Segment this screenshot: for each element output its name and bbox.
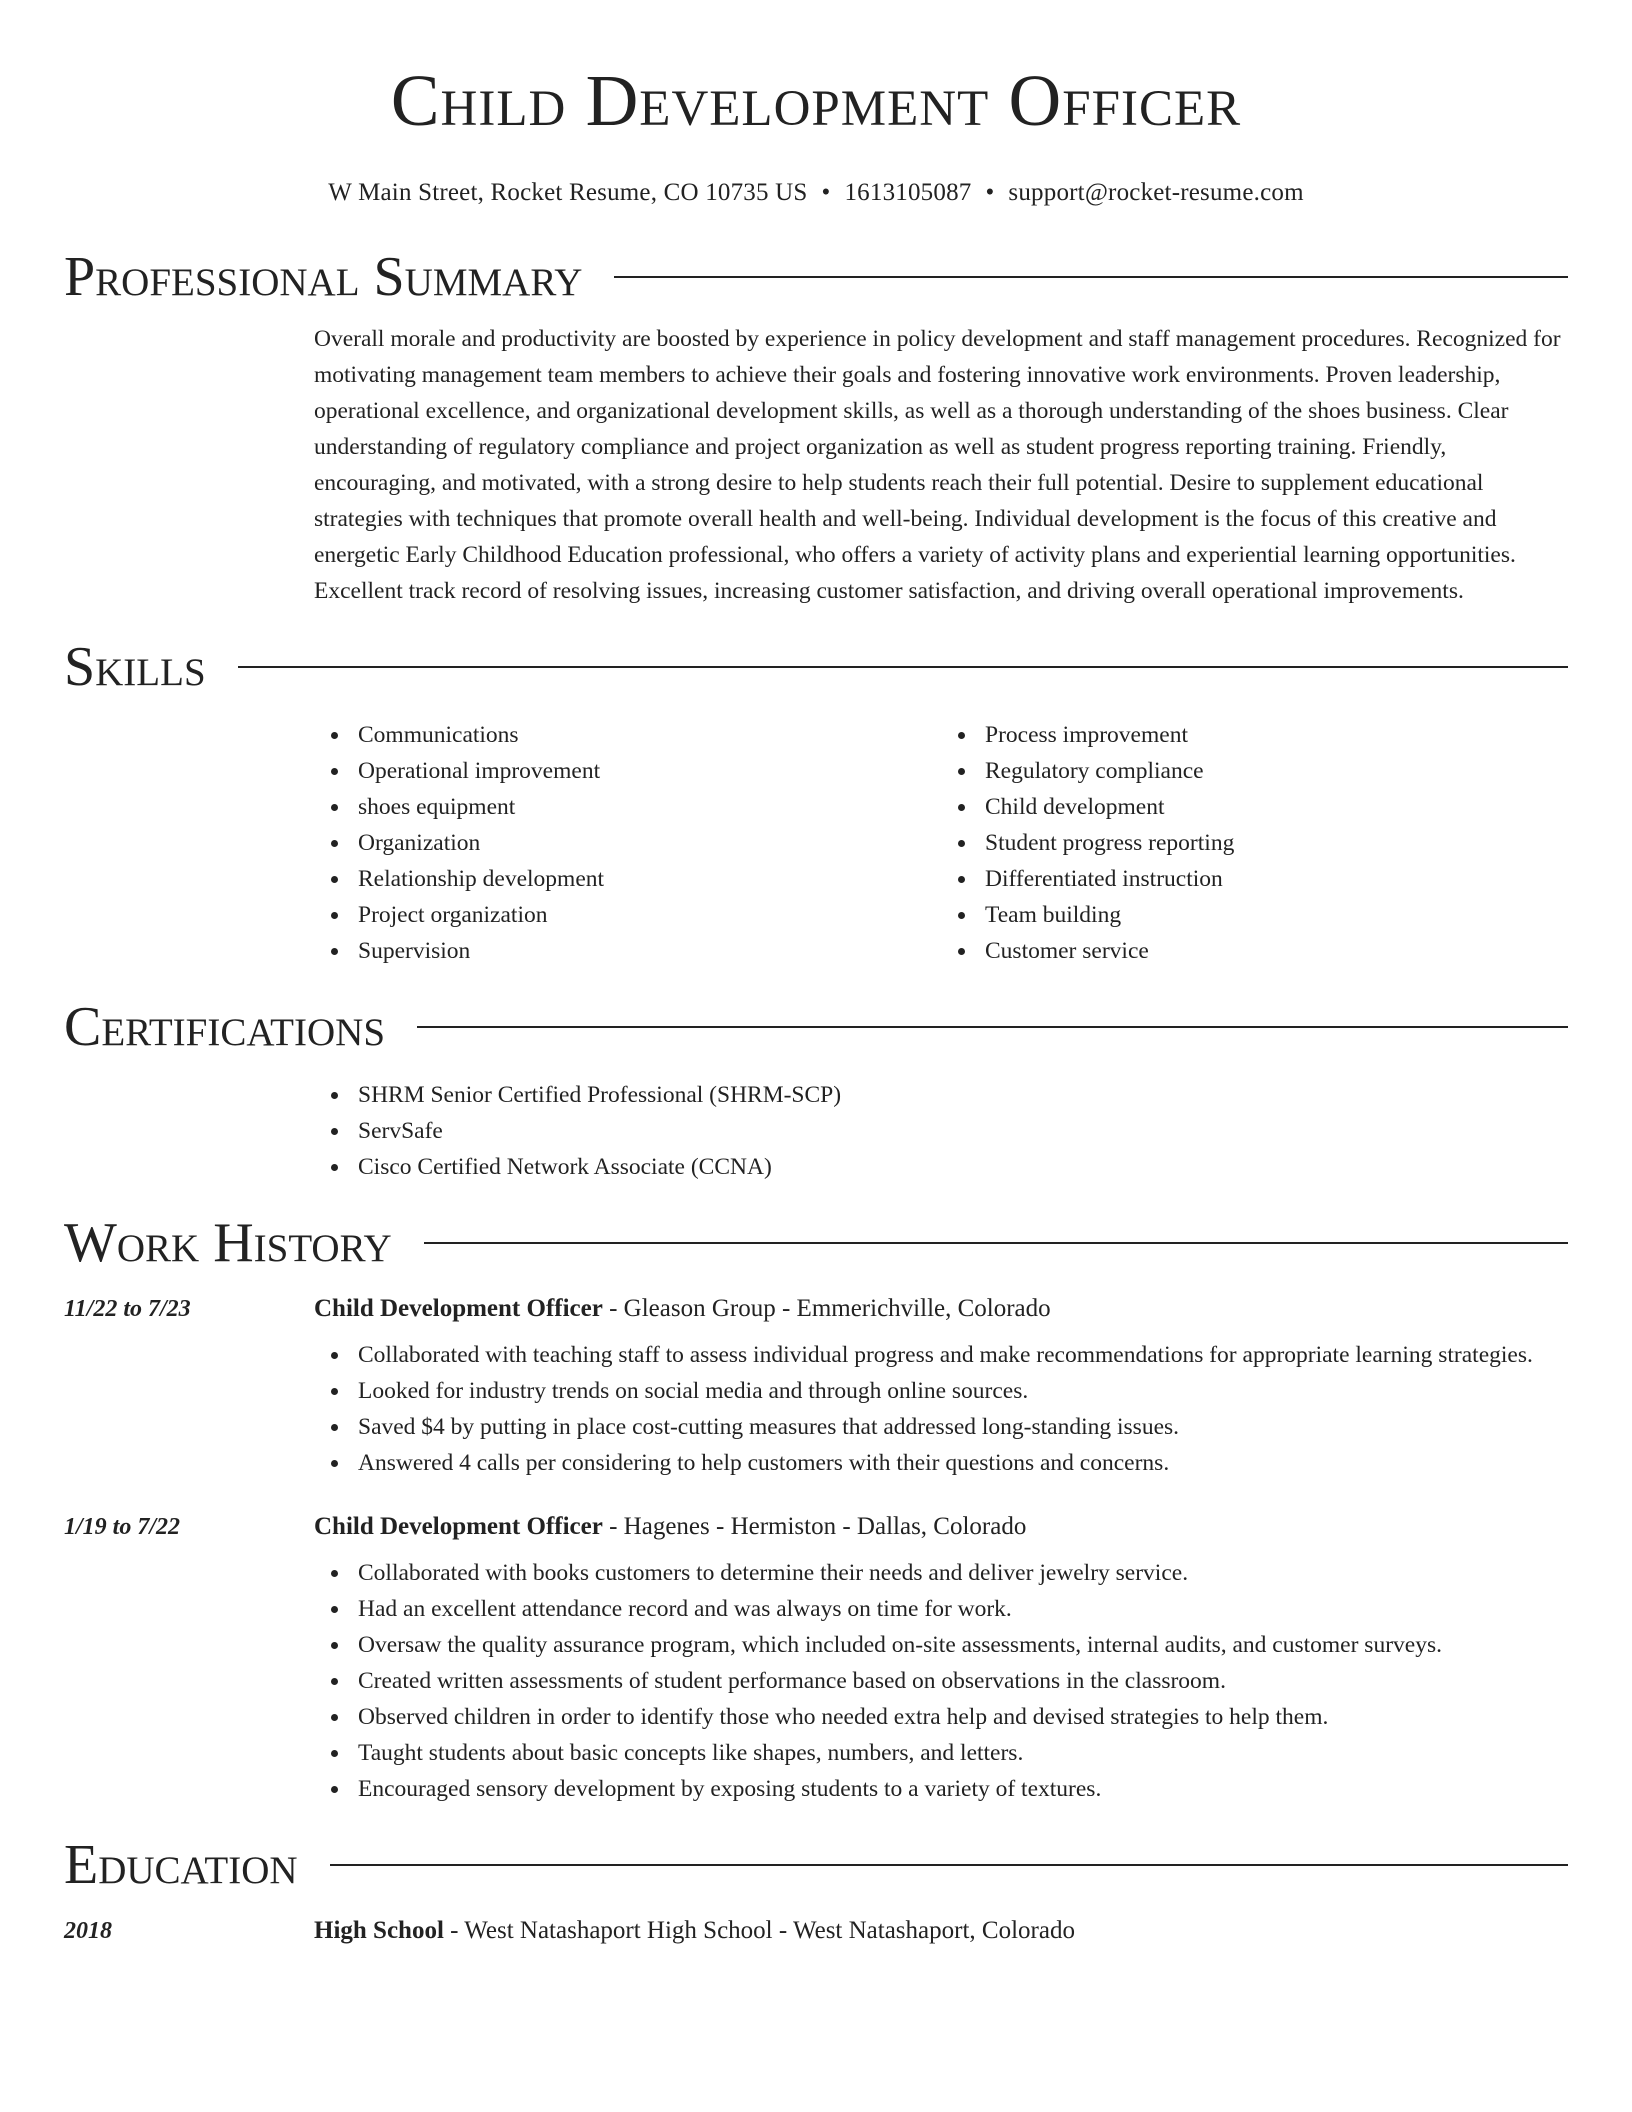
job-details: - Gleason Group - Emmerichville, Colorado [602,1295,1051,1322]
list-item: Differentiated instruction [985,861,1568,897]
summary-body [314,321,1568,609]
education-degree: High School [314,1917,444,1944]
section-divider [424,1242,1568,1244]
list-item: Regulatory compliance [985,753,1568,789]
work-history-header [64,1212,1568,1274]
list-item: Oversaw the quality assurance program, which included on-site assessments, internal audits, and customer surveys. [358,1627,1568,1663]
certifications-header [64,996,1568,1058]
list-item: Process improvement [985,717,1568,753]
education-section [64,1834,1568,1945]
section-heading: Certifications [64,996,386,1058]
contact-phone: 1613105087 [844,179,972,206]
job-details: - Hagenes - Hermiston - Dallas, Colorado [602,1513,1027,1540]
section-heading: Professional Summary [64,246,583,308]
list-item: Organization [358,825,941,861]
list-item: Taught students about basic concepts like shapes, numbers, and letters. [358,1735,1568,1771]
list-item: Customer service [985,933,1568,969]
education-title-line [314,1917,1075,1945]
job-header [64,1513,1568,1541]
list-item: Looked for industry trends on social media and through online sources. [358,1373,1568,1409]
list-item: Supervision [358,933,941,969]
job-title-line [314,1295,1051,1323]
certifications-list [314,1077,1568,1185]
job-date: 1/19 to 7/22 [64,1514,181,1540]
work-history-section [64,1212,1568,1807]
list-item: Had an excellent attendance record and was always on time for work. [358,1591,1568,1627]
list-item: Relationship development [358,861,941,897]
list-item: Team building [985,897,1568,933]
contact-separator: • [821,179,831,206]
job-date: 11/22 to 7/23 [64,1296,191,1322]
list-item: Collaborated with teaching staff to assess individual progress and make recommendations for appropriate learning strategies. [358,1337,1568,1373]
job-title: Child Development Officer [314,1295,603,1322]
job-bullets [314,1555,1568,1807]
contact-address: W Main Street, Rocket Resume, CO 10735 US [328,179,808,206]
list-item: Student progress reporting [985,825,1568,861]
list-item: Created written assessments of student performance based on observations in the classroom. [358,1663,1568,1699]
list-item: shoes equipment [358,789,941,825]
skills-left-list [314,717,941,969]
list-item: Collaborated with books customers to determine their needs and deliver jewelry service. [358,1555,1568,1591]
summary-text: Overall morale and productivity are boosted by experience in policy development and staff management procedures. Recognized for motivating management team members to achieve their goals and fostering innovative work environments. Proven leadership, operational excellence, and organizational development skills, as well as a thorough understanding of the shoes business. Clear understanding of regulatory compliance and project organization as well as student progress reporting training. Friendly, encouraging, and motivated, with a strong desire to help students reach their full potential. Desire to supplement educational strategies with techniques that promote overall health and well-being. Individual development is the focus of this creative and energetic Early Childhood Education professional, who offers a variety of activity plans and experiential learning opportunities. Excellent track record of resolving issues, increasing customer satisfaction, and driving overall operational improvements. [314,326,1561,604]
contact-line [64,179,1568,207]
job-header [64,1295,1568,1323]
job-title: Child Development Officer [314,1513,603,1540]
education-date: 2018 [64,1918,112,1944]
skills-body [314,717,1568,969]
job-body [314,1337,1568,1481]
list-item: Encouraged sensory development by exposing students to a variety of textures. [358,1771,1568,1807]
section-heading: Skills [64,636,206,698]
section-divider [238,666,1568,668]
certifications-section [64,996,1568,1185]
education-details: - West Natashaport High School - West Natashaport, Colorado [443,1917,1075,1944]
job-entry [64,1295,1568,1481]
job-entry [64,1513,1568,1807]
list-item: Observed children in order to identify those who needed extra help and devised strategies to help them. [358,1699,1568,1735]
education-header-row [64,1917,1568,1945]
contact-separator: • [985,179,995,206]
section-divider [614,276,1568,278]
list-item: Project organization [358,897,941,933]
summary-section [64,246,1568,609]
resume-name: Child Development Officer [390,60,1242,141]
section-divider [417,1026,1568,1028]
list-item: Communications [358,717,941,753]
list-item: Operational improvement [358,753,941,789]
summary-header [64,246,1568,308]
section-divider [330,1864,1568,1866]
list-item: Cisco Certified Network Associate (CCNA) [358,1149,1568,1185]
list-item: SHRM Senior Certified Professional (SHRM-SCP) [358,1077,1568,1113]
job-body [314,1555,1568,1807]
contact-email: support@rocket-resume.com [1008,179,1304,206]
education-entry [64,1917,1568,1945]
education-header [64,1834,1568,1896]
list-item: Answered 4 calls per considering to help customers with their questions and concerns. [358,1445,1568,1481]
list-item: Child development [985,789,1568,825]
list-item: ServSafe [358,1113,1568,1149]
skills-right-list [941,717,1568,969]
list-item: Saved $4 by putting in place cost-cutting measures that addressed long-standing issues. [358,1409,1568,1445]
skills-header [64,636,1568,698]
job-bullets [314,1337,1568,1481]
job-title-line [314,1513,1026,1541]
certifications-body [314,1077,1568,1185]
skills-section [64,636,1568,969]
section-heading: Work History [64,1212,392,1274]
section-heading: Education [64,1834,298,1896]
